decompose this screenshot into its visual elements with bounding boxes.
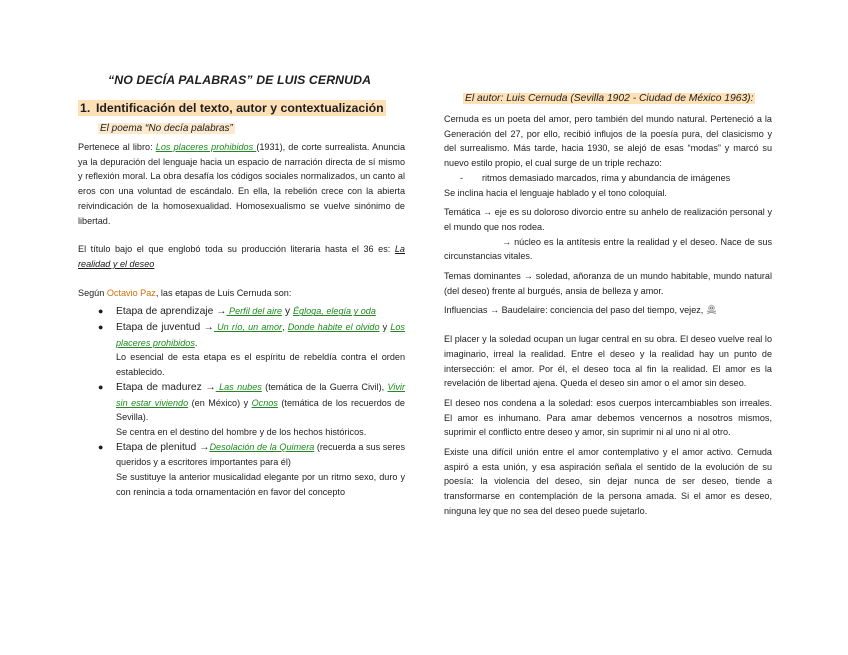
list-item: ● Etapa de madurez → Las nubes (temática de la Guerra Civil), Vivir sin estar viviendo (en México) y Ocnos (temática de los recuerdos de Sevilla). Se centra en el destino del hombre y de los hechos históricos. [98,381,405,437]
paragraph-title-collection: El título bajo el que englobó toda su producción literaria hasta el 36 es: La realidad y el deseo [78,244,405,269]
skull-crossbones-icon [706,304,717,314]
link-los-placeres-prohibidos[interactable]: Los placeres prohibidos [155,142,257,152]
stages-list [78,304,405,499]
bullet-icon: ● [98,441,104,452]
link-las-nubes[interactable]: Las nubes [215,381,262,392]
author-octavio-paz: Octavio Paz [106,287,156,298]
bullet-icon: ● [98,381,104,392]
link-egloga-elegia-oda[interactable]: Égloga, elegía y oda [292,306,376,317]
link-perfil-del-aire[interactable]: Perfil del aire [226,306,283,317]
link-ocnos[interactable]: Ocnos [251,397,278,408]
paragraph-deseo-soledad: El deseo nos condena a la soledad: esos cuerpos intercambiables son irreales. El amor es inhumano. Para amar debemos vencernos a nosotros mismos, suprimir el conflicto entre deseo y amor, sin suprimir ni al uno ni al otro. [444,397,772,438]
paragraph-placer-soledad: El placer y la soledad ocupan un lugar central en su obra. El deseo vuelve real lo imaginario, irreal la realidad. Entre el deseo y la realidad hay un punto de intersección: el amor. Por él, el deseo toca al fin la realidad. El amor es la revelación de libertad ajena. Queda el deseo sin amor o el amor sin deseo. [444,334,772,389]
paragraph-temas: Temas dominantes → soledad, añoranza de un mundo habitable, mundo natural (del deseo) frente al burgués, ansia de belleza y amor. [444,271,772,296]
section-title: Identificación del texto, autor y contextualización [96,101,384,115]
list-item: ● Etapa de aprendizaje → Perfil del aire y Égloga, elegía y oda [98,306,376,318]
bullet-icon: ● [98,306,104,317]
link-un-rio-un-amor[interactable]: Un río, un amor [213,322,283,333]
link-la-realidad-y-el-deseo[interactable]: La realidad y el deseo [78,244,405,269]
paragraph-colloquial: Se inclina hacia el lenguaje hablado y el tono coloquial. [444,187,667,198]
paragraph-tematica: Temática → eje es su doloroso divorcio entre su anhelo de realización personal y el mundo que nos rodea. [444,207,772,232]
link-vivir-sin-estar-viviendo[interactable]: Vivir sin estar viviendo [116,381,405,408]
link-desolacion-de-la-quimera[interactable]: Desolación de la Quimera [209,441,315,452]
link-los-placeres-prohibidos-2[interactable]: Los placeres prohibidos [116,322,405,348]
paragraph-influencias: Influencias → Baudelaire: conciencia del paso del tiempo, vejez, [444,303,772,318]
poem-subheading: El poema “No decía palabras” [100,123,233,134]
link-donde-habite-el-olvido[interactable]: Donde habite el olvido [287,322,380,333]
right-column [444,88,772,519]
list-item: ● Etapa de plenitud →Desolación de la Quimera (recuerda a sus seres queridos y a escritores importantes para él) Se sustituye la anterior musicalidad elegante por un ritmo sexo, duro y con renincia a toda ornamentación en favor del concepto [98,441,405,497]
bullet-icon: ● [98,322,104,333]
dash-list-item: - ritmos demasiado marcados, rima y abundancia de imágenes [460,172,731,183]
document-title: “NO DECÍA PALABRAS” DE LUIS CERNUDA [108,73,372,87]
section-heading [78,100,386,116]
list-item: ● Etapa de juventud → Un río, un amor, Donde habite el olvido y Los placeres prohibidos. Lo esencial de esta etapa es el espíritu de rebeldía contra el orden establecido. [98,322,405,378]
paragraph-book: Pertenece al libro: Los placeres prohibidos (1931), de corte surrealista. Anuncia ya la depuración del lenguaje hacia un espacio de narración directa de sí mismo y reflexión moral. La obra desafía los códigos sociales normalizados, un canto al eros con una voluntad de escándalo. En ella, la rebelión crece con la abierta reivindicación de la homosexualidad. Homosexualismo se vuelve sinónimo de libertad. [78,142,405,226]
paragraph-union-amor: Existe una difícil unión entre el amor contemplativo y el amor activo. Cernuda aspiró a esta unión, y esa aspiración señala el sentido de la evolución de su poesía: la violencia del deseo, sin dejar nunca de ser deseo, tiende a transformarse en contemplación de la persona amada. Si el amor es deseo, ninguna ley que no sea del deseo puede sujetarlo. [444,447,772,516]
section-number: 1. [80,101,91,115]
paragraph-stages-intro: Según Octavio Paz, las etapas de Luis Cernuda son: [78,287,292,298]
paragraph-tematica-nucleo: → núcleo es la antítesis entre la realidad y el deseo. Nace de sus circunstancias vitales. [444,236,772,262]
paragraph-author: Cernuda es un poeta del amor, pero también del mundo natural. Perteneció a la Generación del 27, por ello, recibió influjos de la poesía pura, del clasicismo y del surrealismo. Más tarde, hacia 1930, se alejó de esas “modas” y marcó su nuevo estilo propio, el cual surge de un triple rechazo: [444,114,772,169]
left-column [78,73,405,499]
author-heading: El autor: Luis Cernuda (Sevilla 1902 - Ciudad de México 1963): [465,93,754,104]
